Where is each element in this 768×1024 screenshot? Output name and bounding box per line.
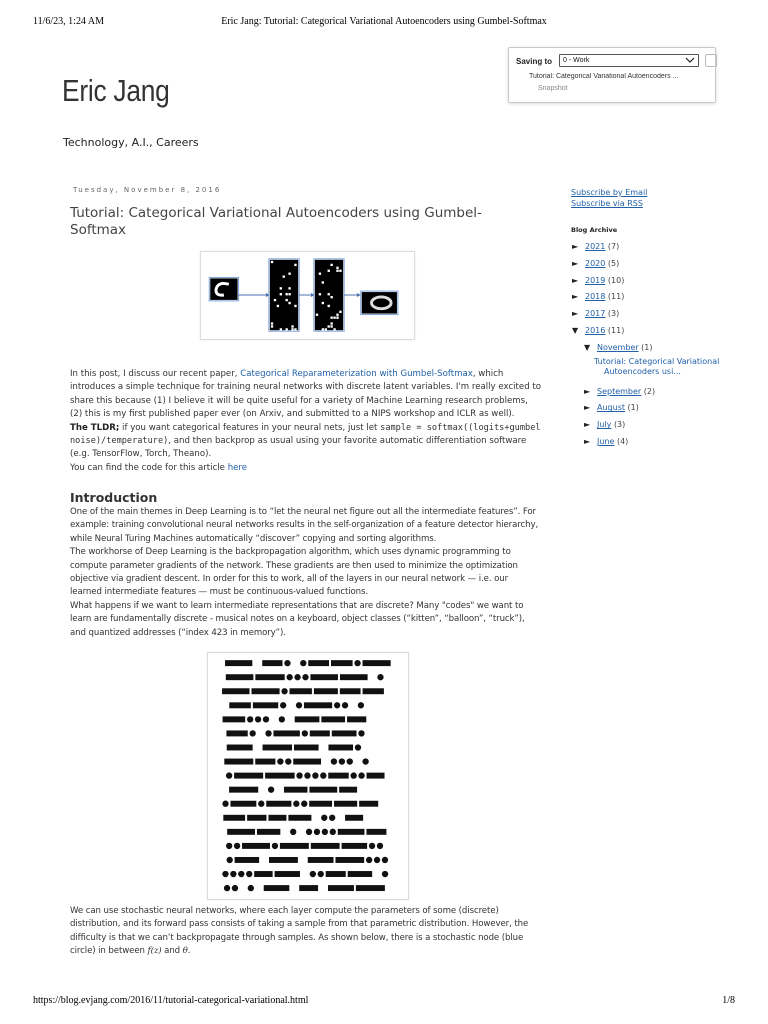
save-popup: [508, 47, 716, 103]
code-text: You can find the code for this article: [70, 462, 228, 473]
save-options-button[interactable]: [705, 54, 717, 67]
month-link[interactable]: July: [597, 420, 612, 430]
month-count: (1): [641, 342, 653, 352]
vae-diagram-image: [200, 251, 415, 340]
month-link[interactable]: September: [597, 386, 642, 396]
current-post-line-2: Autoencoders usi...: [604, 367, 681, 377]
year-link[interactable]: 2017: [585, 309, 606, 319]
input-digit-panel: [209, 277, 238, 300]
intro-body-2: The workhorse of Deep Learning is the backpropagation algorithm, which uses dynamic programming to compute parameter gradients of the network. These gradients are then used to minimize the optimization objective via gradient descent. In order for this to work, all of the layers in our neural network — i.e. our learned intermediate features — must be continuous-valued functions.: [70, 547, 518, 598]
collapsed-triangle-icon: ►: [584, 420, 591, 430]
year-count: (10): [607, 275, 625, 285]
archive-month-august[interactable]: [571, 400, 741, 417]
year-link[interactable]: 2020: [585, 258, 606, 268]
sidebar: [571, 187, 741, 451]
archive-year-2020[interactable]: [571, 256, 741, 273]
subscribe-email-link[interactable]: Subscribe by Email: [571, 188, 648, 197]
year-count: (11): [607, 325, 625, 335]
saving-to-label: Saving to: [516, 57, 553, 66]
archive-month-june[interactable]: [571, 434, 741, 451]
month-link[interactable]: June: [597, 436, 615, 446]
tldr-text-2: , and then backprop as usual using your favorite automatic differentiation software (e.g. TensorFlow, Torch, Theano).: [70, 436, 527, 460]
and-text: and: [161, 946, 183, 957]
stochastic-paragraph: [70, 905, 542, 959]
month-link[interactable]: November: [597, 342, 639, 352]
print-page-number: 1/8: [722, 995, 735, 1006]
collapsed-triangle-icon: ►: [572, 275, 579, 285]
archive-month-july[interactable]: [571, 417, 741, 434]
collapsed-triangle-icon: ►: [584, 403, 591, 413]
expanded-triangle-icon: ▼: [584, 342, 591, 352]
f-of-z: f(z): [147, 946, 162, 957]
year-link[interactable]: 2018: [585, 292, 606, 302]
print-title: Eric Jang: Tutorial: Categorical Variational Autoencoders using Gumbel-Softmax: [221, 16, 547, 27]
latent-grid-2: [314, 259, 344, 331]
save-folder-select[interactable]: [559, 54, 699, 67]
year-count: (11): [607, 292, 625, 302]
current-post-line-1: Tutorial: Categorical Variational: [594, 356, 720, 366]
latent-grid-1: [269, 259, 299, 331]
blog-archive-heading: Blog Archive: [571, 226, 618, 234]
intro-paragraph: [70, 368, 542, 475]
year-link[interactable]: 2019: [585, 275, 606, 285]
month-count: (2): [643, 386, 656, 396]
theta-symbol: θ: [182, 946, 188, 957]
year-count: (5): [607, 258, 620, 268]
print-url: https://blog.evjang.com/2016/11/tutorial-categorical-variational.html: [33, 995, 309, 1006]
year-count: (7): [607, 242, 620, 251]
save-folder-value: 0 - Work: [563, 57, 590, 64]
collapsed-triangle-icon: ►: [572, 309, 579, 319]
code-link[interactable]: here: [227, 462, 248, 473]
archive-month-november[interactable]: [571, 340, 741, 357]
archive-current-post[interactable]: [571, 357, 741, 378]
collapsed-triangle-icon: ►: [584, 386, 591, 396]
archive-year-2017[interactable]: [571, 306, 741, 323]
introduction-heading: Introduction: [70, 490, 158, 505]
blog-title[interactable]: Eric Jang: [62, 73, 170, 108]
year-link[interactable]: 2021: [585, 242, 606, 251]
saved-item-type: Snapshot: [538, 85, 568, 92]
blog-description: Technology, A.I., Careers: [63, 136, 199, 149]
collapsed-triangle-icon: ►: [572, 242, 579, 251]
stochastic-text: We can use stochastic neural networks, where each layer compute the parameters of some (discrete) distribution, and its forward pass consists of taking a sample from that parametric distribution. However, the difficulty is that we can’t backpropagate through samples. As shown below, there is a stochastic node (blue circle) in between: [70, 906, 529, 957]
collapsed-triangle-icon: ►: [584, 436, 591, 446]
intro-body-1: One of the main themes in Deep Learning is to “let the neural net figure out all the intermediate features”. For example: training convolutional neural networks results in the self-organization of a feature detector hierarchy, while Neural Turing Machines automatically “discover” copying and sorting algorithms.: [70, 507, 539, 544]
post-title[interactable]: Tutorial: Categorical Variational Autoencoders using Gumbel-Softmax: [70, 205, 482, 238]
tldr-label: The TLDR;: [70, 422, 120, 433]
month-count: (1): [627, 403, 639, 413]
expanded-triangle-icon: ▼: [572, 325, 579, 335]
archive-month-september[interactable]: [571, 384, 741, 401]
tldr-code: sample = softmax((logits+gumbel noise)/temperature): [70, 422, 541, 447]
month-count: (4): [616, 436, 629, 446]
subscribe-rss-link[interactable]: Subscribe via RSS: [571, 199, 643, 208]
year-count: (3): [607, 309, 620, 319]
print-date: 11/6/23, 1:24 AM: [33, 16, 105, 27]
intro-body-3: What happens if we want to learn intermediate representations that are discrete? Many "codes" we want to learn are fundamentally discrete - musical notes on a keyboard, object classes (“kitten”, “balloon”, “truck”), and quantized addresses (“index 423 in memory”).: [70, 600, 525, 638]
paper-link[interactable]: Categorical Reparameterization with Gumbel-Softmax: [240, 369, 473, 379]
archive-year-2018[interactable]: [571, 289, 741, 306]
collapsed-triangle-icon: ►: [572, 258, 579, 268]
saved-item-title: Tutorial: Categorical Variational Autoencoders ...: [529, 73, 679, 80]
tldr-text-1: if you want categorical features in your neural nets, just let: [119, 422, 381, 433]
discrete-codes-image: [207, 652, 409, 900]
archive-year-2019[interactable]: [571, 273, 741, 290]
print-footer: [0, 995, 768, 1009]
print-header: [0, 16, 768, 30]
month-count: (3): [613, 420, 626, 430]
archive-list: [571, 239, 741, 451]
chevron-down-icon: [685, 57, 695, 64]
archive-year-2016[interactable]: [571, 323, 741, 340]
year-link[interactable]: 2016: [585, 325, 606, 335]
output-digit-panel: [361, 291, 398, 314]
stochastic-end: .: [187, 946, 191, 957]
intro-text-1: In this post, I discuss our recent paper,: [70, 369, 241, 379]
introduction-body: [70, 506, 542, 640]
month-link[interactable]: August: [597, 403, 625, 413]
archive-year-2021[interactable]: [571, 239, 741, 256]
collapsed-triangle-icon: ►: [572, 292, 579, 302]
post-date: Tuesday, November 8, 2016: [73, 186, 222, 194]
intro-text-2: , which introduces a simple technique for training neural networks with discrete latent variables. I'm really excited to share this because (1) I believe it will be quite useful for a variety of Machine Learning research problems, (2) this is my first published paper ever (on Arxiv, and submitted to a NIPS workshop and ICLR as well).: [70, 369, 542, 420]
